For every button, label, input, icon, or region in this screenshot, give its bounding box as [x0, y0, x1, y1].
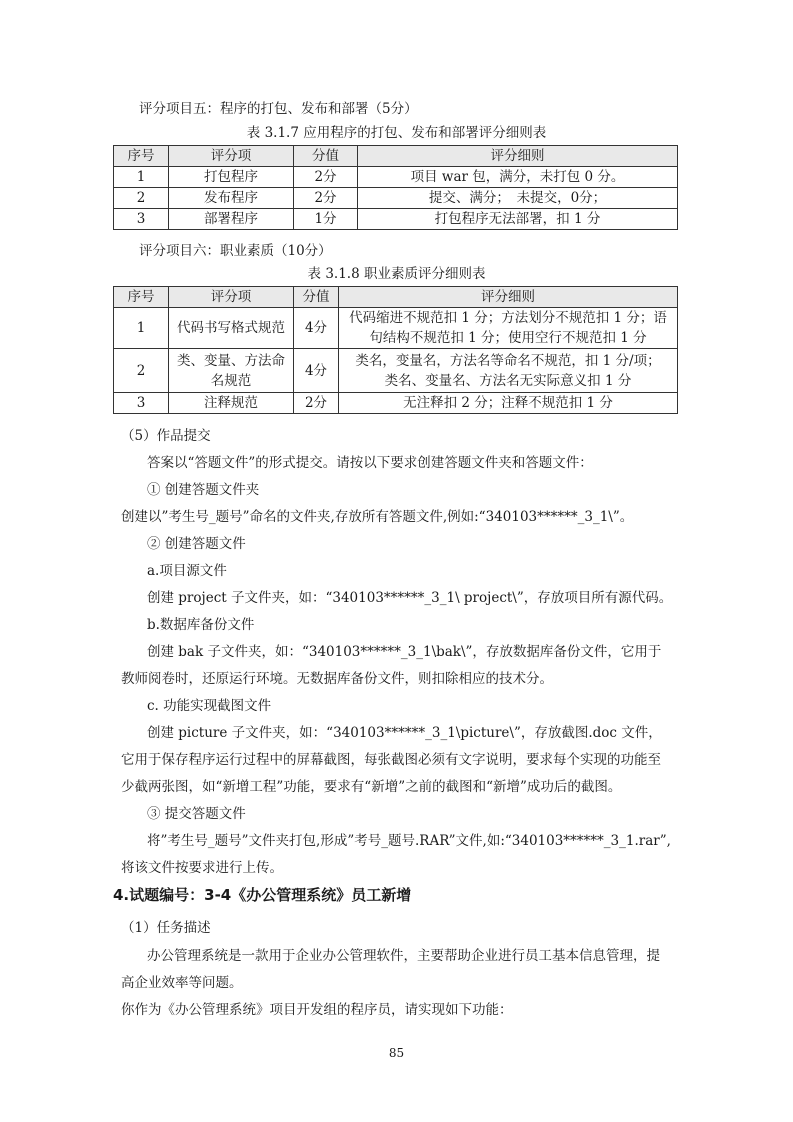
table-row [114, 188, 678, 209]
table-cell: 2 [114, 349, 169, 393]
table-3-1-7-caption: 表 3.1.7 应用程序的打包、发布和部署评分细则表 [246, 125, 547, 141]
paragraph-line: 办公管理系统是一款用于企业办公管理软件，主要帮助企业进行员工基本信息管理，提 [147, 948, 660, 964]
cell-line: 名规范 [210, 372, 252, 389]
header-cell: 序号 [114, 146, 169, 167]
list-item: b.数据库备份文件 [147, 617, 255, 633]
paragraph-line: 答案以“答题文件”的形式提交。请按以下要求创建答题文件夹和答题文件： [147, 455, 593, 471]
table-row [114, 393, 678, 414]
table-cell: 1分 [294, 209, 358, 230]
table-3-1-8-caption: 表 3.1.8 职业素质评分细则表 [307, 266, 486, 282]
table-cell: 3 [114, 209, 169, 230]
table-cell: 2分 [294, 393, 339, 414]
table-cell: 注释规范 [169, 393, 294, 414]
table-row [114, 308, 678, 349]
paragraph-line: 少截两张图，如“新增工程”功能，要求有“新增”之前的截图和“新增”成功后的截图。 [121, 779, 622, 795]
header-cell: 分值 [294, 287, 339, 308]
table-header-row [114, 146, 678, 167]
task-heading: 4.试题编号：3-4《办公管理系统》员工新增 [113, 886, 412, 904]
header-cell: 序号 [114, 287, 169, 308]
table-cell: 打包程序 [169, 167, 294, 188]
table-cell: 2分 [294, 167, 358, 188]
paragraph-line: 创建 picture 子文件夹，如：“340103******_3_1\picture\”，存放截图.doc 文件， [147, 725, 662, 741]
list-item: a.项目源文件 [147, 563, 227, 579]
header-cell: 评分细则 [339, 287, 678, 308]
table-cell: 提交、满分； 未提交，0分； [358, 188, 678, 209]
paragraph-line: 创建 project 子文件夹，如：“340103******_3_1\ project\”，存放项目所有源代码。 [147, 590, 673, 606]
list-item: ③ 提交答题文件 [147, 806, 246, 822]
paragraph-line: 高企业效率等问题。 [121, 975, 243, 991]
table-cell: 1 [114, 167, 169, 188]
table-cell: 项目 war 包，满分，未打包 0 分。 [358, 167, 678, 188]
table-cell: 发布程序 [169, 188, 294, 209]
subsection-heading: （5）作品提交 [121, 428, 211, 444]
table-cell: 2 [114, 188, 169, 209]
cell-line: 类名，变量名，方法名等命名不规范，扣 1 分/项； [355, 352, 661, 369]
table-cell [339, 308, 678, 349]
table-cell: 无注释扣 2 分；注释不规范扣 1 分 [339, 393, 678, 414]
table-cell [169, 349, 294, 393]
table-header-row [114, 287, 678, 308]
list-item: ① 创建答题文件夹 [147, 482, 260, 498]
paragraph-line: 将”考生号_题号”文件夹打包,形成”考号_题号.RAR”文件,如:“340103******_3_1.rar”, [147, 833, 671, 849]
table-cell: 4分 [294, 349, 339, 393]
header-cell: 评分项 [169, 146, 294, 167]
table-cell: 打包程序无法部署，扣 1 分 [358, 209, 678, 230]
subsection-heading: （1）任务描述 [121, 920, 211, 936]
header-cell: 评分项 [169, 287, 294, 308]
list-item: ② 创建答题文件 [147, 536, 246, 552]
table-3-1-7 [113, 145, 678, 230]
table-cell: 2分 [294, 188, 358, 209]
cell-line: 代码缩进不规范扣 1 分；方法划分不规范扣 1 分；语 [349, 310, 667, 326]
paragraph-line: 创建以”考生号_题号”命名的文件夹,存放所有答题文件,例如:“340103******_3_1\”。 [121, 509, 634, 525]
list-item: c. 功能实现截图文件 [147, 698, 272, 714]
table-cell: 1 [114, 308, 169, 349]
table-cell: 代码书写格式规范 [169, 308, 294, 349]
section6-title: 评分项目六：职业素质（10分） [139, 243, 332, 259]
header-cell: 分值 [294, 146, 358, 167]
table-cell: 部署程序 [169, 209, 294, 230]
cell-line: 句结构不规范扣 1 分；使用空行不规范扣 1 分 [369, 330, 647, 346]
cell-line: 类名、变量名、方法名无实际意义扣 1 分 [384, 372, 632, 389]
paragraph-line: 它用于保存程序运行过程中的屏幕截图，每张截图必须有文字说明，要求每个实现的功能至 [121, 752, 661, 768]
table-cell: 4分 [294, 308, 339, 349]
paragraph-line: 教师阅卷时，还原运行环境。无数据库备份文件，则扣除相应的技术分。 [121, 671, 553, 687]
page-number: 85 [388, 1046, 405, 1060]
paragraph-line: 你作为《办公管理系统》项目开发组的程序员，请实现如下功能： [121, 1002, 513, 1018]
table-3-1-8 [113, 286, 678, 414]
table-row [114, 209, 678, 230]
table-cell [339, 349, 678, 393]
paragraph-line: 创建 bak 子文件夹，如：“340103******_3_1\bak\”，存放数据库备份文件，它用于 [147, 644, 662, 660]
table-cell: 3 [114, 393, 169, 414]
cell-line: 类、变量、方法命 [177, 352, 285, 369]
header-cell: 评分细则 [358, 146, 678, 167]
section5-title: 评分项目五：程序的打包、发布和部署（5分） [139, 101, 418, 117]
paragraph-line: 将该文件按要求进行上传。 [121, 860, 283, 876]
table-row [114, 167, 678, 188]
table-row [114, 349, 678, 393]
